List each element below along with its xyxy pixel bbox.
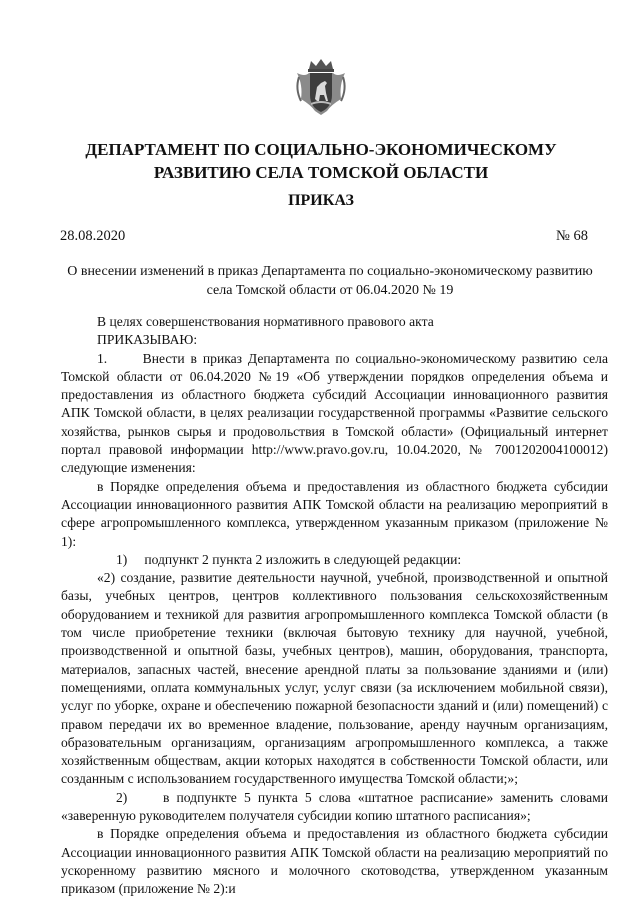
- order-subject-line1: О внесении изменений в приказ Департамента по социально-экономическому развитию: [67, 264, 593, 279]
- document-type: ПРИКАЗ: [288, 192, 354, 209]
- order-directive: ПРИКАЗЫВАЮ:: [97, 332, 198, 348]
- department-name-line1: ДЕПАРТАМЕНТ ПО СОЦИАЛЬНО-ЭКОНОМИЧЕСКОМУ: [85, 140, 557, 159]
- paragraph-5: 2) в подпункте 5 пункта 5 слова «штатное расписание» заменить словами «заверенную руководителем получателя субсидии копию штатного расписания»;: [61, 789, 608, 824]
- department-name-line2: РАЗВИТИЮ СЕЛА ТОМСКОЙ ОБЛАСТИ: [153, 163, 489, 182]
- order-body: [61, 313, 608, 899]
- preamble-text: В целях совершенствования нормативного правового акта: [97, 314, 434, 329]
- department-name: [60, 138, 582, 184]
- order-subject-line2: села Томской области от 06.04.2020 № 19: [206, 283, 454, 298]
- order-date: 28.08.2020: [60, 228, 126, 244]
- paragraph-1: 1. Внести в приказ Департамента по социально-экономическому развитию села Томской области от 06.04.2020 №19 «Об утверждении порядков определения объема и предоставления из областного бюджета субсидий Ассоциации инновационного развития АПК Томской области, в целях реализации государственной программы «Развитие сельского хозяйства, рынков сырья и продовольствия в Томской области» (Официальный интернет портал правовой информации http://www.pravo.gov.ru, 10.04.2020, № 7001202004100012) следующие изменения:: [61, 350, 608, 476]
- paragraph-3: 1) подпункт 2 пункта 2 изложить в следующей редакции:: [116, 551, 462, 567]
- paragraph-6: в Порядке определения объема и предоставления из областного бюджета субсидии Ассоциации инновационного развития АПК Томской области на реализацию мероприятий по ускоренному развитию мясного и молочного скотоводства, утвержденном указанным приказом (приложение № 2):и: [61, 826, 608, 897]
- order-number: № 68: [556, 228, 588, 244]
- order-subject: [60, 262, 600, 300]
- paragraph-2: в Порядке определения объема и предоставления из областного бюджета субсидии Ассоциации инновационного развития АПК Томской области на реализацию мероприятий в сфере агропромышленного комплекса, утвержденном указанным приказом (приложение № 1):: [61, 478, 608, 549]
- coat-of-arms-icon: [293, 55, 349, 117]
- paragraph-4: «2) создание, развитие деятельности научной, учебной, производственной и опытной базы, учебных центров, центров коллективного пользования сельскохозяйственным оборудованием и техникой для развития агропромышленного комплекса Томской области (в том числе приобретение техники (включая бытовую технику для научной, учебной, производственной и опытной базы, учебных центров), машин, оборудования, транспорта, материалов, запасных частей, внесение арендной платы за пользование зданиями и (или) помещениями, оплата коммунальных услуг, услуг связи (за исключением мобильной связи), услуг по уборке, охране и обеспечению пожарной безопасности зданий и (или) помещений) с правом передачи их во временное владение, пользование, аренду научным организациям, образовательным организациям, организациям агропромышленного комплекса, а также хозяйственным обществам, акции которых находятся в собственности Томской области, или созданным с использованием государственного имущества Томской области;»;: [61, 570, 608, 787]
